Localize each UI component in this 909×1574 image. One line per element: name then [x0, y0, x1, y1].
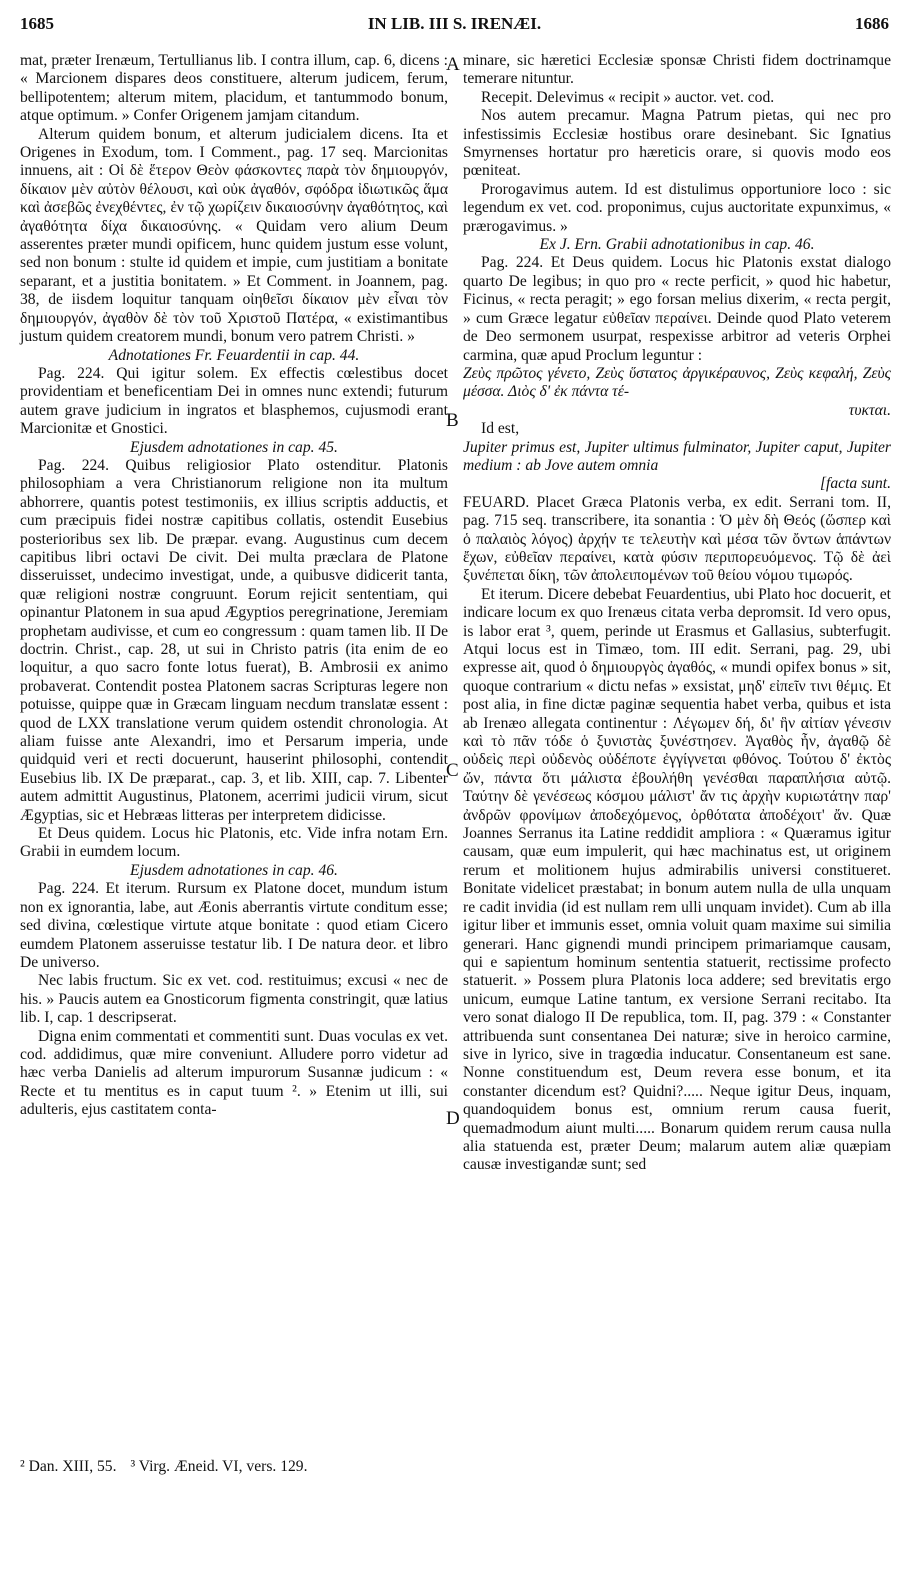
paragraph: Pag. 224. Qui igitur solem. Ex effectis cœlestibus docet providentiam et beneficentiam Dei in omnes nunc extendi; futurum autem grave judicium in ingratos et blasphemos, cujusmodi erant Marcionitæ et Gnostici.	[20, 364, 448, 438]
left-column	[20, 52, 448, 1120]
paragraph: [facta sunt.	[819, 475, 891, 493]
paragraph: Ejusdem adnotationes in cap. 45.	[130, 438, 338, 456]
margin-marker-a: A	[446, 54, 460, 75]
paragraph: τυκται.	[848, 401, 891, 419]
margin-marker-d: D	[446, 1108, 460, 1129]
paragraph: Recepit. Delevimus « recipit » auctor. vet. cod.	[481, 88, 775, 106]
paragraph: Pag. 224. Et iterum. Rursum ex Platone docet, mundum istum non ex ignorantia, labe, aut Æonis aberrantis virtute conditum esse; sed divina, cœlestique virtute atque bonitate : quod etiam Cicero eumdem Platonem asseruisse testatur lib. I De natura deor. et libro De universo.	[20, 880, 448, 971]
paragraph: Prorogavimus autem. Id est distulimus opportuniore loco : sic legendum ex vet. cod. proponimus, cujus auctoritate expunximus, « prærogavimus. »	[463, 180, 891, 235]
margin-marker-b: B	[446, 410, 459, 431]
paragraph: Ex J. Ern. Grabii adnotationibus in cap. 46.	[539, 236, 815, 254]
paragraph: Nos autem precamur. Magna Patrum pietas, qui nec pro infestissimis Ecclesiæ hostibus orare desinebant. Sic Ignatius Smyrnenses hortatur pro hæreticis orare, si quovis modo eos pœniteat.	[463, 107, 891, 180]
paragraph: Adnotationes Fr. Feuardentii in cap. 44.	[108, 346, 360, 364]
paragraph: Jupiter primus est, Jupiter ultimus fulminator, Jupiter caput, Jupiter medium : ab Jove autem omnia	[463, 438, 891, 474]
paragraph: Id est,	[481, 420, 520, 438]
paragraph: Et iterum. Dicere debebat Feuardentius, ubi Plato hoc docuerit, et indicare locum ex quo Irenæus citata verba depromsit. Id vero opus, is labor erat ³, quem, perinde ut Erasmus et Gallasius, subterfugit. Atqui locus est in Timæo, tom. III edit. Serrani, pag. 29, ubi expresse ait, quod ὁ δημιουργὸς ἀγαθός, « mundi opifex bonus » sit, quoque contrarium « dictu nefas » exsistat, μηδ' εἰπεῖν τινι θέμις. Et post alia, in fine dictæ paginæ sequentia habet verba, quibus et ista ab Irenæo allegata continentur : Λέγωμεν δή, δι' ἣν αἰτίαν γένεσιν καὶ τὸ πᾶν τόδε ὁ ξυνιστὰς ξυνέστησεν. Ἀγαθὸς ἦν, ἀγαθῷ δὲ οὐδεὶς περὶ οὐδενὸς οὐδέποτε ἐγγίγνεται φθόνος. Τούτου δ' ἐκτὸς ὤν, πάντα ὅτι μάλιστα ἐβουλήθη γενέσθαι παραπλήσια αὐτῷ. Ταύτην δὲ γενέσεως κόσμου μάλιστ' ἄν τις ἀρχὴν κυριωτάτην παρ' ἀνδρῶν φρονίμων ἀποδεχόμενος, ὀρθότατα ἀποδέχοιτ' ἄν. Quæ Joannes Serranus ita Latine reddidit ampliora : « Quæramus igitur causam, quæ eum impulerit, qui hæc machinatus est, ut originem rerum et molitionem hujus admirabilis universi constitueret. Bonitate videlicet præstabat; in bonum autem nulla de ulla unquam re cadit invidia (id est nullam rem ulli unquam invidet). Cum ab illa igitur liber et immunis esset, omnia voluit quam maxime sui similia generari. Hanc gignendi mundi principem primariamque causam, qui e sapientum hominum sententia statuerit, rectissime profecto statuerit. » Possem plura Platonis loca addere; sed brevitatis ergo unicum, eumque Latine tantum, ex versione Serrani recitabo. Ita vero sonat dialogo II De republica, tom. II, pag. 379 : « Constanter attribuenda sunt consentanea Dei naturæ; sive in heroico carmine, sive in lyrico, sive in tragœdia inducatur. Consentaneum est sane. Nonne constituendum est, Deum revera esse bonum, et ita constanter dicendum est? Quidni?..... Neque igitur Deus, inquam, quandoquidem bonus est, omnium rerum causa fuerit, quemadmodum aiunt multi..... Bonarum quidem rerum causa nulla alia statuenda est, præter Deum; malarum autem aliæ quæpiam causæ investigandæ sunt; sed	[463, 585, 891, 1174]
footnote: ² Dan. XIII, 55.	[20, 1458, 117, 1475]
page-number-left: 1685	[20, 14, 54, 33]
footnote: ³ Virg. Æneid. VI, vers. 129.	[130, 1458, 308, 1475]
paragraph: Digna enim commentati et commentiti sunt. Duas voculas ex vet. cod. addidimus, quæ mire conveniunt. Alludere porro videtur ad hæc verba Danielis ad alterum impurorum Susannæ judicum : « Recte et tu mentitus es in caput tuum ². » Etenim ut illi, sui adulteris, ejus castitatem conta-	[20, 1027, 448, 1119]
paragraph: Ejusdem adnotationes in cap. 46.	[130, 861, 338, 879]
paragraph: Pag. 224. Quibus religiosior Plato ostenditur. Platonis philosophiam a vera Christianorum religione non ita multum abhorrere, quantis potest testimoniis, ex illius scriptis adductis, et cum præcipuis fidei nostræ capitibus collatis, ostendit Eusebius posterioribus sex lib. De præpar. evang. Augustinus cum decem capitibus libri octavi De civit. Dei multa præclara de Platone disseruisset, undecimo investigat, unde, a quibusve didicerit tanta, quæ religioni nostræ congruunt. Eorum rejicit sententiam, qui opinantur Platonem in sua apud Ægyptios peregrinatione, Jeremiam prophetam audivisse, et cum eo congressum : quam tamen lib. II De doctrin. Christ., cap. 28, ut sui in Christo patris (ita enim de eo loquitur, a quo sacro fonte lotus fuerat), B. Ambrosii ex animo probaverat. Contendit postea Platonem sacras Scripturas legere non potuisse, quippe quæ in Græcam linguam necdum translatæ essent : quod de LXX translatione verum quidem ostendit chronologia. At aliam fuisse ante Alexandri, imo et Persarum imperia, unde quidquid veri et recti docuerunt, hauserint philosophi, contendit Eusebius lib. IX De præparat., cap. 3, et lib. XIII, cap. 7. Libenter autem admittit Augustinus, Platonem, acerrimi judicii virum, sicut Ægyptias, sic et Hebræas litteras per interpretem didicisse.	[20, 456, 448, 824]
paragraph: Nec labis fructum. Sic ex vet. cod. restituimus; excusi « nec de his. » Paucis autem ea Gnosticorum figmenta constringit, quæ latius lib. I, cap. 1 descripserat.	[20, 972, 448, 1027]
paragraph: Pag. 224. Et Deus quidem. Locus hic Platonis exstat dialogo quarto De legibus; in quo pro « recte perficit, » quod hic habetur, Ficinus, « recta peragit; » ego forsan melius dixerim, « recta pergit, » cum Græce legatur εὐθεῖαν περαίνει. Deinde quod Plato veterem de Deo sermonem usurpat, respexisse arbitror ad veteris Orphei carmina, quæ apud Proclum leguntur :	[463, 254, 891, 364]
paragraph: mat, præter Irenæum, Tertullianus lib. I contra illum, cap. 6, dicens : « Marcionem dispares deos constituere, alterum judicem, ferum, bellipotentem; alterum mitem, placidum, et tantummodo bonum, atque optimum. » Confer Origenem jamjam citandum.	[20, 52, 448, 125]
running-title: IN LIB. III S. IRENÆI.	[367, 14, 542, 33]
paragraph: Ζεὺς πρῶτος γένετο, Ζεὺς ὕστατος ἀργικέραυνος, Ζεὺς κεφαλή, Ζεὺς μέσσα. Διὸς δ' ἐκ πάντα τέ-	[463, 364, 891, 401]
footnotes	[20, 1458, 448, 1476]
running-head	[20, 14, 889, 38]
paragraph: Et Deus quidem. Locus hic Platonis, etc. Vide infra notam Ern. Grabii in eumdem locum.	[20, 825, 448, 861]
paragraph: FEUARD. Placet Græca Platonis verba, ex edit. Serrani tom. II, pag. 715 seq. transcribere, ita sonantia : Ὁ μὲν δὴ Θεός (ὥσπερ καὶ ὁ παλαιὸς λόγος) ἀρχήν τε τελευτὴν καὶ μέσα τῶν ὄντων ἁπάντων ἔχων, εὐθεῖαν περαίνει, κατὰ φύσιν περιπορευόμενος. Τῷ δὲ ἀεὶ ξυνέπεται δίκη, τῶν ἀπολειπομένων τοῦ θείου νόμου τιμωρός.	[463, 493, 891, 585]
paragraph: minare, sic hæretici Ecclesiæ sponsæ Christi fidem doctrinamque temerare nituntur.	[463, 52, 891, 88]
right-column	[463, 52, 891, 1175]
margin-marker-c: C	[446, 760, 459, 781]
paragraph: Alterum quidem bonum, et alterum judicialem dicens. Ita et Origenes in Exodum, tom. I Comment., pag. 17 seq. Marcionitas innuens, ait : Οἱ δὲ ἕτερον Θεὸν φάσκοντες παρὰ τὸν δημιουργόν, δίκαιον μὲν αὐτὸν θέλουσι, καὶ οὐκ ἀγαθόν, σφόδρα ἰδιωτικῶς ἅμα καὶ ἀσεβῶς ἐνεχθέντες, ἐν τῷ χωρίζειν δικαιοσύνην ἀγαθότητος, καὶ ἀγαθότητα δίχα δικαιοσύνης. « Quidam vero alium Deum asserentes præter mundi opificem, hunc quidem justum esse volunt, sed non bonum : stulte id quidem et impie, cum justitiam a bonitate separant, et a justitia bonitatem. » Et Comment. in Joannem, pag. 38, de iisdem loquitur tanquam οἰηθεῖσι δίκαιον μὲν εἶναι τὸν δημιουργόν, ἀγαθὸν δὲ τὸν τοῦ Χριστοῦ Πατέρα, « existimantibus justum quidem creatorem mundi, bonum vero patrem Christi. »	[20, 125, 448, 346]
page-number-right: 1686	[855, 14, 889, 33]
